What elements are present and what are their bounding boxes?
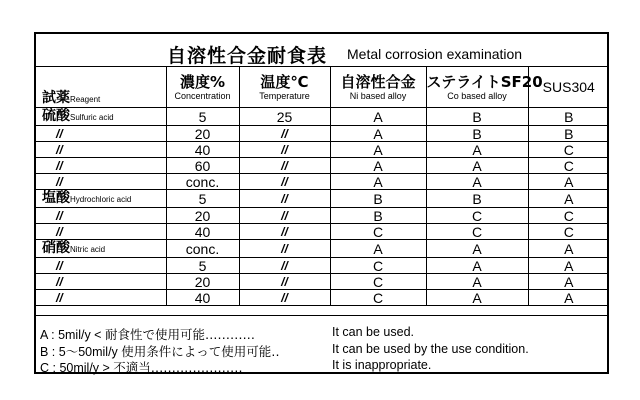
reagent-cell: [36, 190, 166, 208]
temperature-cell: //: [239, 258, 330, 274]
ni-alloy-cell: B: [330, 208, 426, 224]
sus304-cell: A: [528, 240, 609, 258]
header-concentration-en: Concentration: [174, 90, 231, 101]
concentration-cell: conc.: [166, 174, 239, 190]
table-row: [36, 240, 609, 258]
table-row: [36, 108, 609, 126]
legend-a-jp: A : 5mil/y < 耐食性で使用可能‥‥‥‥‥‥: [40, 328, 256, 342]
stellite-cell: A: [426, 258, 528, 274]
legend-c-jp: C : 50mil/y > 不適当‥‥‥‥‥‥‥‥‥‥‥: [40, 361, 243, 375]
temperature-cell: //: [239, 174, 330, 190]
header-ni-alloy-jp: 自溶性合金: [340, 72, 416, 91]
ni-alloy-cell: A: [330, 108, 426, 126]
ni-alloy-cell: C: [330, 258, 426, 274]
ni-alloy-cell: A: [330, 174, 426, 190]
sus304-cell: A: [528, 274, 609, 290]
temperature-cell: //: [239, 274, 330, 290]
concentration-cell: 20: [166, 208, 239, 224]
header-sus304-label: SUS304: [542, 79, 595, 95]
reagent-name-en: Hydrochloric acid: [70, 195, 132, 204]
table-body: [36, 108, 609, 306]
temperature-cell: //: [239, 190, 330, 208]
sus304-cell: C: [528, 208, 609, 224]
ni-alloy-cell: C: [330, 290, 426, 306]
title-row: [36, 34, 607, 67]
header-reagent: [36, 67, 166, 108]
header-stellite-jp: ステライトSF20: [426, 72, 543, 91]
reagent-name-jp: 硝酸: [42, 240, 70, 256]
legend-line-c: [40, 358, 432, 376]
header-temperature: [239, 67, 330, 108]
header-ni-alloy-en: Ni based alloy: [349, 90, 407, 101]
table-row: [36, 224, 609, 240]
table-row: [36, 174, 609, 190]
table-row: [36, 126, 609, 142]
concentration-cell: 20: [166, 126, 239, 142]
concentration-cell: 5: [166, 258, 239, 274]
header-stellite-en: Co based alloy: [447, 90, 507, 101]
sus304-cell: A: [528, 258, 609, 274]
title-japanese: 自溶性合金耐食表: [167, 45, 328, 67]
reagent-cell: //: [36, 142, 166, 158]
reagent-cell: //: [36, 158, 166, 174]
reagent-name-jp: 硫酸: [42, 108, 70, 124]
stellite-cell: C: [426, 224, 528, 240]
concentration-cell: 40: [166, 142, 239, 158]
table-row: [36, 142, 609, 158]
reagent-name-en: Sulfuric acid: [70, 113, 114, 122]
ni-alloy-cell: A: [330, 240, 426, 258]
ni-alloy-cell: A: [330, 158, 426, 174]
stellite-cell: B: [426, 126, 528, 142]
temperature-cell: 25: [239, 108, 330, 126]
reagent-name-en: Nitric acid: [70, 245, 106, 254]
concentration-cell: 40: [166, 224, 239, 240]
title-english: Metal corrosion examination: [347, 46, 523, 62]
legend: [36, 315, 607, 374]
reagent-cell: //: [36, 274, 166, 290]
stellite-cell: A: [426, 274, 528, 290]
concentration-cell: 5: [166, 190, 239, 208]
table-row: [36, 258, 609, 274]
header-ni-alloy: [330, 67, 426, 108]
stellite-cell: A: [426, 174, 528, 190]
sus304-cell: A: [528, 190, 609, 208]
header-reagent-jp: 試薬: [42, 90, 70, 106]
legend-a-en: It can be used.: [332, 325, 415, 339]
legend-c-en: It is inappropriate.: [332, 358, 432, 372]
ni-alloy-cell: A: [330, 142, 426, 158]
stellite-cell: B: [426, 108, 528, 126]
header-reagent-en: Reagent: [70, 95, 101, 104]
concentration-cell: conc.: [166, 240, 239, 258]
stellite-cell: C: [426, 208, 528, 224]
ni-alloy-cell: A: [330, 126, 426, 142]
sus304-cell: C: [528, 142, 609, 158]
ni-alloy-cell: C: [330, 274, 426, 290]
header-temperature-en: Temperature: [259, 90, 310, 101]
header-concentration: [166, 67, 239, 108]
sus304-cell: A: [528, 290, 609, 306]
reagent-cell: [36, 108, 166, 126]
legend-b-jp: B : 5～50mil/y 使用条件によって使用可能‥: [40, 345, 280, 359]
temperature-cell: //: [239, 240, 330, 258]
ni-alloy-cell: B: [330, 190, 426, 208]
reagent-cell: //: [36, 258, 166, 274]
sus304-cell: B: [528, 108, 609, 126]
reagent-cell: [36, 240, 166, 258]
reagent-cell: //: [36, 208, 166, 224]
header-concentration-jp: 濃度%: [179, 72, 226, 91]
reagent-name-jp: 塩酸: [42, 190, 70, 206]
reagent-cell: //: [36, 290, 166, 306]
temperature-cell: //: [239, 208, 330, 224]
header-temperature-jp: 温度℃: [260, 72, 309, 91]
temperature-cell: //: [239, 290, 330, 306]
legend-b-en: It can be used by the use condition.: [332, 342, 529, 356]
header-row: [36, 67, 609, 108]
stellite-cell: A: [426, 158, 528, 174]
table-row: [36, 208, 609, 224]
corrosion-table-frame: [34, 32, 609, 374]
stellite-cell: A: [426, 142, 528, 158]
concentration-cell: 5: [166, 108, 239, 126]
sus304-cell: C: [528, 158, 609, 174]
table-row: [36, 158, 609, 174]
corrosion-data-table: [36, 67, 609, 306]
sus304-cell: A: [528, 174, 609, 190]
reagent-cell: //: [36, 126, 166, 142]
concentration-cell: 40: [166, 290, 239, 306]
sus304-cell: C: [528, 224, 609, 240]
ni-alloy-cell: C: [330, 224, 426, 240]
temperature-cell: //: [239, 224, 330, 240]
header-stellite: [426, 67, 543, 108]
temperature-cell: //: [239, 158, 330, 174]
stellite-cell: B: [426, 190, 528, 208]
table-row: [36, 274, 609, 290]
temperature-cell: //: [239, 126, 330, 142]
concentration-cell: 60: [166, 158, 239, 174]
stellite-cell: A: [426, 240, 528, 258]
reagent-cell: //: [36, 224, 166, 240]
reagent-cell: //: [36, 174, 166, 190]
legend-line-a: [40, 325, 415, 343]
temperature-cell: //: [239, 142, 330, 158]
concentration-cell: 20: [166, 274, 239, 290]
stellite-cell: A: [426, 290, 528, 306]
sus304-cell: B: [528, 126, 609, 142]
table-row: [36, 290, 609, 306]
table-row: [36, 190, 609, 208]
